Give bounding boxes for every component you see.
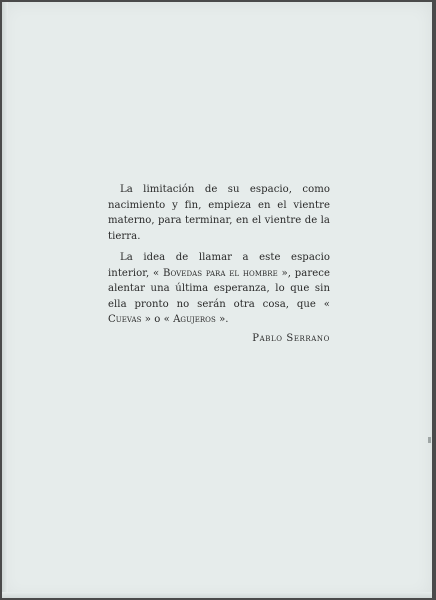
scan-edge-left (2, 2, 8, 598)
smallcaps-bovedas: Bovedas para el hombre (163, 267, 278, 279)
smallcaps-cuevas: Cuevas (108, 314, 142, 325)
text-block (108, 182, 330, 346)
page (2, 2, 432, 598)
paragraph-1: La limitación de su espacio, como nacimiento y fin, empieza en el vientre materno, para terminar, en el vientre de la tierra. (108, 184, 330, 242)
signature: Pablo Serrano (252, 332, 330, 344)
margin-mark (428, 437, 431, 443)
paragraph-2-part-1: La idea de llamar a este espacio interior, « (108, 252, 330, 279)
smallcaps-agujeros: Agujeros (173, 314, 216, 325)
paragraph-2-part-3: » o « (141, 314, 174, 325)
scan-edge-bottom (2, 592, 432, 598)
paragraph-2-part-4: ». (215, 314, 229, 325)
paragraph-2-part-2: », parece alentar una última esperanza, lo que sin ella pronto no serán otra cosa, que « (108, 267, 330, 310)
paragraph-2 (108, 250, 330, 328)
